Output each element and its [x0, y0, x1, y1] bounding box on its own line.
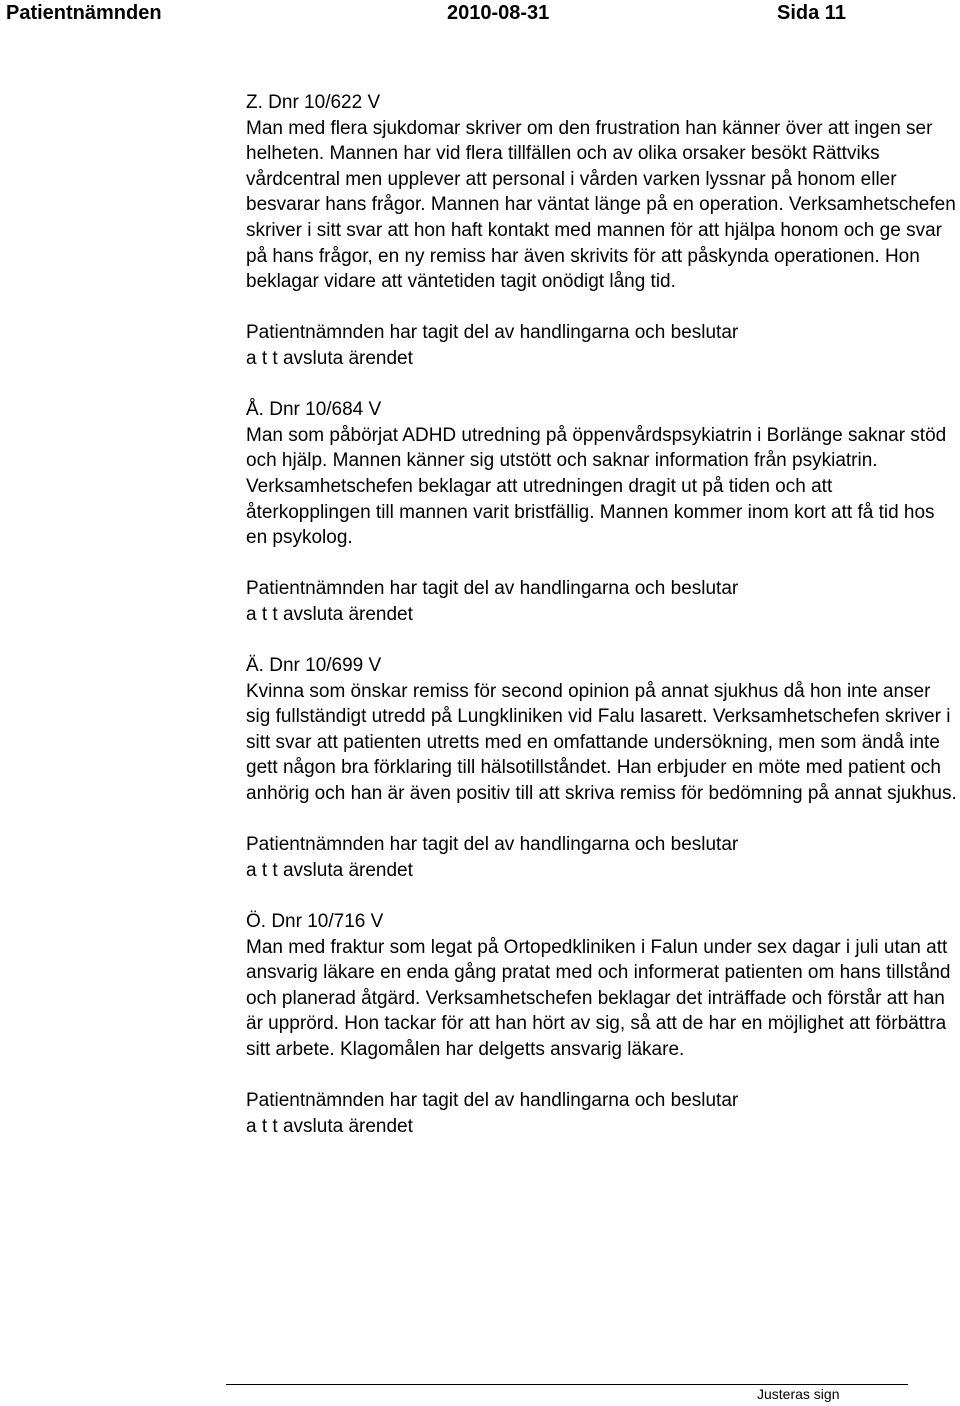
case-heading: Ö. Dnr 10/716 V: [246, 911, 384, 932]
case-description: Man med flera sjukdomar skriver om den frustration han känner över att ingen ser helheten. Mannen har vid flera tillfällen och av olika orsaker besökt Rättviks vårdcentral men upplever att personal i vården varken lyssnar på honom eller besvarar hans frågor. Mannen har väntat länge på en operation. Verksamhetschefen skriver i sitt svar att hon haft kontakt med mannen för att hjälpa honom och ge svar på hans frågor, en ny remiss har även skrivits för att påskynda operationen. Hon beklagar vidare att väntetiden tagit onödigt lång tid.: [246, 117, 956, 293]
signature-line: [226, 1384, 908, 1385]
case-description: Man med fraktur som legat på Ortopedkliniken i Falun under sex dagar i juli utan att ansvarig läkare en enda gång pratat med och informerat patienten om hans tillstånd och planerad åtgärd. Verksamhetschefen beklagar det inträffade och förstår att han är upprörd. Hon tackar för att han hört av sig, så att de har en möjlighet att förbättra sitt arbete. Klagomålen har delgetts ansvarig läkare.: [246, 936, 951, 1060]
document-body: [246, 90, 958, 1139]
case-decision: [246, 320, 958, 371]
decision-text: Patientnämnden har tagit del av handlingarna och beslutar: [246, 322, 739, 344]
case-aa: [246, 397, 958, 627]
decision-text: Patientnämnden har tagit del av handlingarna och beslutar: [246, 1090, 739, 1112]
decision-outcome: a t t avsluta ärendet: [246, 859, 413, 881]
header-date: 2010-08-31: [447, 2, 550, 24]
page-header: [0, 0, 960, 30]
decision-text: Patientnämnden har tagit del av handlingarna och beslutar: [246, 834, 739, 856]
case-decision: [246, 832, 958, 883]
case-description: Kvinna som önskar remiss för second opinion på annat sjukhus då hon inte anser sig fullständigt utredd på Lungkliniken vid Falu lasarett. Verksamhetschefen skriver i sitt svar att patienten utretts med en omfattande undersökning, men som ändå inte gett någon bra förklaring till hälsotillståndet. Han erbjuder en möte med patient och anhörig och han är även positiv till att skriva remiss för bedömning på annat sjukhus.: [246, 680, 957, 805]
case-description: Man som påbörjat ADHD utredning på öppenvårdspsykiatrin i Borlänge saknar stöd och hjälp. Mannen känner sig utstött och saknar information från psykiatrin. Verksamhetschefen beklagar att utredningen dragit ut på tiden och att återkopplingen till mannen varit bristfällig. Mannen kommer inom kort att få tid hos en psykolog.: [246, 424, 947, 549]
header-page-number: Sida 11: [777, 2, 846, 24]
case-heading: Å. Dnr 10/684 V: [246, 399, 382, 421]
case-decision: [246, 1088, 958, 1139]
case-heading: Ä. Dnr 10/699 V: [246, 655, 382, 677]
decision-outcome: a t t avsluta ärendet: [246, 603, 413, 625]
case-ae: [246, 653, 958, 883]
decision-text: Patientnämnden har tagit del av handlingarna och beslutar: [246, 578, 739, 600]
case-z: [246, 90, 958, 372]
decision-outcome: a t t avsluta ärendet: [246, 1115, 413, 1137]
case-oe: [246, 909, 958, 1139]
decision-outcome: a t t avsluta ärendet: [246, 347, 413, 369]
signature-label: Justeras sign: [757, 1386, 840, 1402]
case-heading: Z. Dnr 10/622 V: [246, 92, 381, 113]
case-decision: [246, 576, 958, 627]
header-org: Patientnämnden: [6, 2, 162, 24]
